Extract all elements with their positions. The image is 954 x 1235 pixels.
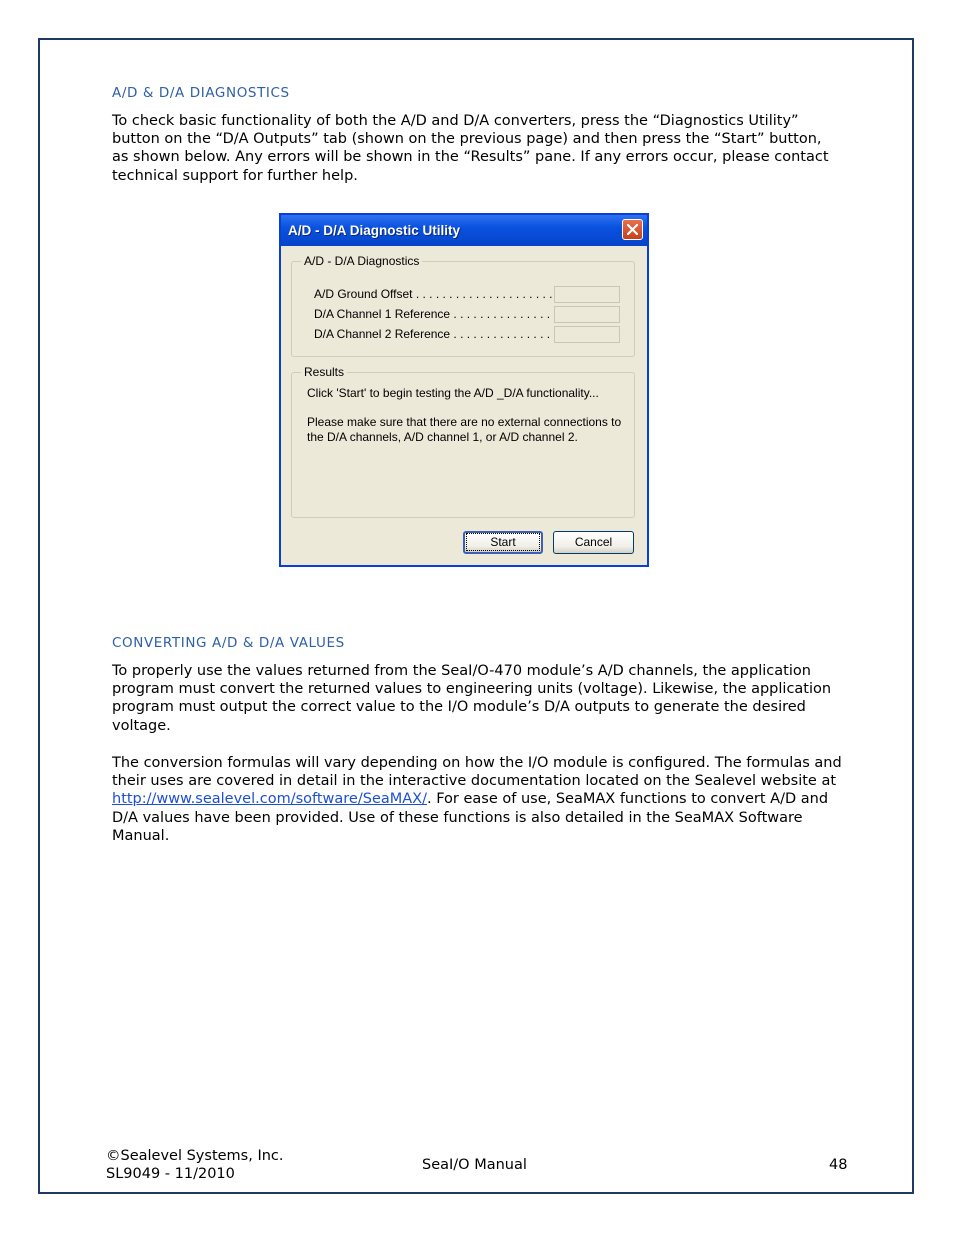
converting-paragraph-2 — [112, 754, 842, 845]
close-button[interactable] — [622, 219, 643, 240]
page-border — [38, 38, 914, 1194]
results-group-legend: Results — [301, 365, 347, 379]
footer-doc-code: SL9049 - 11/2010 — [106, 1166, 235, 1182]
footer-copyright: ©Sealevel Systems, Inc. — [106, 1148, 284, 1164]
paragraph2-text-before: The conversion formulas will vary depending on how the I/O module is configured. The formulas and their uses are covered in detail in the interactive documentation located on the Sealevel website at — [112, 755, 842, 790]
dialog-titlebar[interactable] — [281, 215, 647, 246]
results-line-start: Click 'Start' to begin testing the A/D _D/A functionality... — [307, 386, 599, 400]
paragraph2-text-after: . For ease of use, SeaMAX functions to convert A/D and D/A values have been provided. Use of these functions is also detailed in the SeaMAX Software Manual. — [112, 791, 829, 844]
sealevel-software-link[interactable]: http://www.sealevel.com/software/SeaMAX/ — [112, 791, 427, 808]
start-button[interactable] — [463, 531, 543, 554]
cancel-button[interactable]: Cancel — [553, 531, 634, 554]
ground-offset-field — [554, 286, 620, 303]
channel1-reference-label: D/A Channel 1 Reference . . . . . . . . . . . . . . . — [314, 307, 551, 321]
section-heading-diagnostics: A/D & D/A DIAGNOSTICS — [112, 85, 290, 101]
channel1-reference-field — [554, 306, 620, 323]
diagnostics-groupbox — [291, 254, 635, 357]
diagnostics-group-legend: A/D - D/A Diagnostics — [301, 254, 422, 268]
channel2-reference-label: D/A Channel 2 Reference . . . . . . . . . . . . . . . — [314, 327, 551, 341]
page-number: 48 — [829, 1157, 848, 1173]
diagnostic-utility-dialog — [279, 213, 649, 567]
channel2-reference-field — [554, 326, 620, 343]
converting-paragraph-1: To properly use the values returned from the SeaI/O-470 module’s A/D channels, the application program must convert the returned values to engineering units (voltage). Likewise, the application program must output the correct value to the I/O module’s D/A outputs to generate the desired voltage. — [112, 663, 832, 734]
results-line-warning: Please make sure that there are no external connections to the D/A channels, A/D channel 1, or A/D channel 2. — [307, 415, 622, 444]
diagnostics-paragraph: To check basic functionality of both the A/D and D/A converters, press the “Diagnostics Utility” button on the “D/A Outputs” tab (shown on the previous page) and then press the “Start” button, as shown below. Any errors will be shown in the “Results” pane. If any errors occur, please contact technical support for further help. — [112, 113, 829, 184]
start-button-label: Start — [468, 535, 537, 549]
dialog-title: A/D - D/A Diagnostic Utility — [288, 223, 461, 238]
section-heading-converting: CONVERTING A/D & D/A VALUES — [112, 635, 345, 651]
footer-manual-title: SeaI/O Manual — [422, 1157, 527, 1173]
ground-offset-label: A/D Ground Offset . . . . . . . . . . . . . . . . . . . . . — [314, 287, 553, 301]
close-icon — [627, 224, 638, 235]
results-groupbox — [291, 365, 635, 518]
